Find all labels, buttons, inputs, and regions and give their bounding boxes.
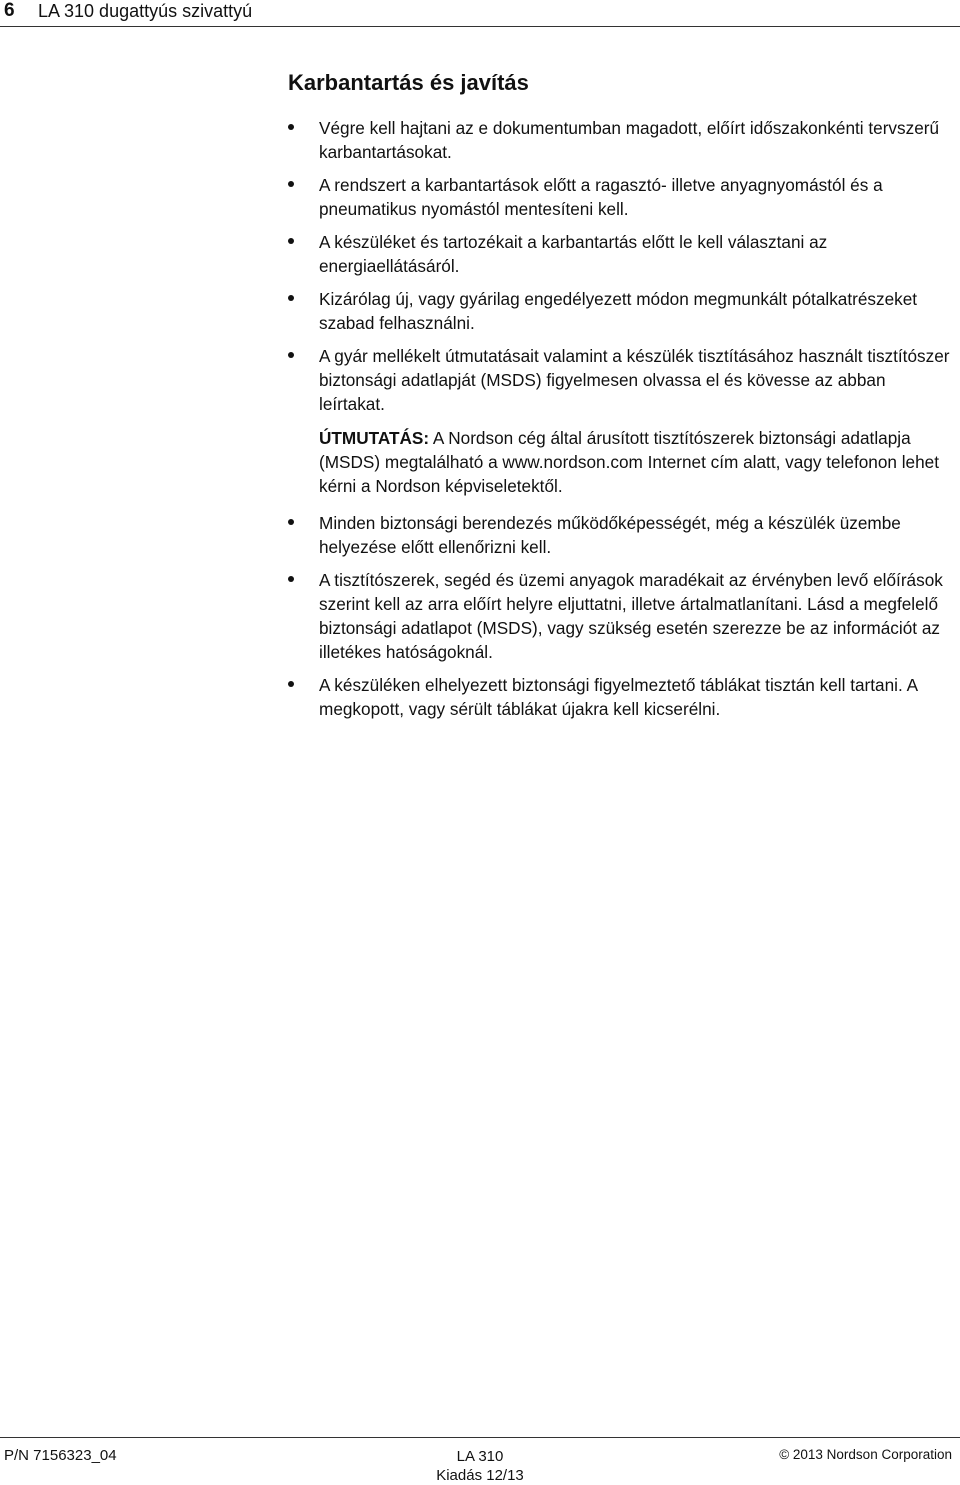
- note-text: A Nordson cég által árusított tisztítószerek biztonsági adatlapja (MSDS) megtalálható a www.nordson.com Internet cím alatt, vagy telefonon lehet kérni a Nordson képviseletektől.: [319, 428, 940, 496]
- list-item-text: Minden biztonsági berendezés működőképességét, még a készülék üzembe helyezése előtt ellenőrizni kell.: [319, 513, 901, 557]
- document-title: LA 310 dugattyús szivattyú: [38, 1, 253, 21]
- bullet-icon: [288, 352, 294, 358]
- copyright: [779, 1447, 952, 1462]
- page-number: 6: [4, 0, 15, 21]
- bullet-icon: [288, 238, 294, 244]
- bullet-icon: [288, 181, 294, 187]
- note-block: [319, 426, 956, 498]
- list-item-text: A rendszert a karbantartások előtt a ragasztó- illetve anyagnyomástól és a pneumatikus nyomástól mentesíteni kell.: [319, 175, 883, 219]
- list-item: [288, 511, 956, 559]
- list-item: [288, 230, 956, 278]
- list-item: [288, 287, 956, 335]
- list-item: [288, 568, 956, 664]
- page-header: [0, 0, 960, 26]
- header-divider: [0, 26, 960, 27]
- footer-center: [390, 1447, 570, 1485]
- maintenance-list: [288, 116, 956, 721]
- list-item-text: A gyár mellékelt útmutatásait valamint a készülék tisztításához használt tisztítószer biztonsági adatlapját (MSDS) figyelmesen olvassa el és kövesse az abban leírtakat.: [319, 346, 950, 414]
- model-name: LA 310: [456, 1448, 504, 1465]
- copyright-text: 2013 Nordson Corporation: [789, 1447, 952, 1462]
- list-item: [288, 344, 956, 498]
- footer-divider: [0, 1437, 960, 1438]
- bullet-icon: [288, 124, 294, 130]
- list-item-text: A készüléket és tartozékait a karbantartás előtt le kell választani az energiaellátásáról.: [319, 232, 828, 276]
- bullet-icon: [288, 576, 294, 582]
- bullet-icon: [288, 681, 294, 687]
- list-item-text: Végre kell hajtani az e dokumentumban magadott, előírt időszakonkénti tervszerű karbantartásokat.: [319, 118, 940, 162]
- section-title: Karbantartás és javítás: [288, 70, 529, 95]
- part-number: P/N 7156323_04: [4, 1447, 117, 1464]
- bullet-icon: [288, 519, 294, 525]
- copyright-icon: ©: [779, 1447, 790, 1462]
- list-item-text: A tisztítószerek, segéd és üzemi anyagok maradékait az érvényben levő előírások szerint kell az arra előírt helyre eljuttatni, illetve ártalmatlanítani. Lásd a megfelelő biztonsági adatlapot (MSDS), vagy szükség esetén szerezze be az információt az illetékes hatóságoknál.: [319, 570, 943, 662]
- list-item: [288, 116, 956, 164]
- edition: Kiadás 12/13: [436, 1467, 524, 1484]
- bullet-icon: [288, 295, 294, 301]
- list-item-text: Kizárólag új, vagy gyárilag engedélyezett módon megmunkált pótalkatrészeket szabad felhasználni.: [319, 289, 918, 333]
- list-item-text: A készüléken elhelyezett biztonsági figyelmeztető táblákat tisztán kell tartani. A megkopott, vagy sérült táblákat újakra kell kicserélni.: [319, 675, 918, 719]
- list-item: [288, 173, 956, 221]
- note-label: ÚTMUTATÁS:: [319, 428, 430, 448]
- list-item: [288, 673, 956, 721]
